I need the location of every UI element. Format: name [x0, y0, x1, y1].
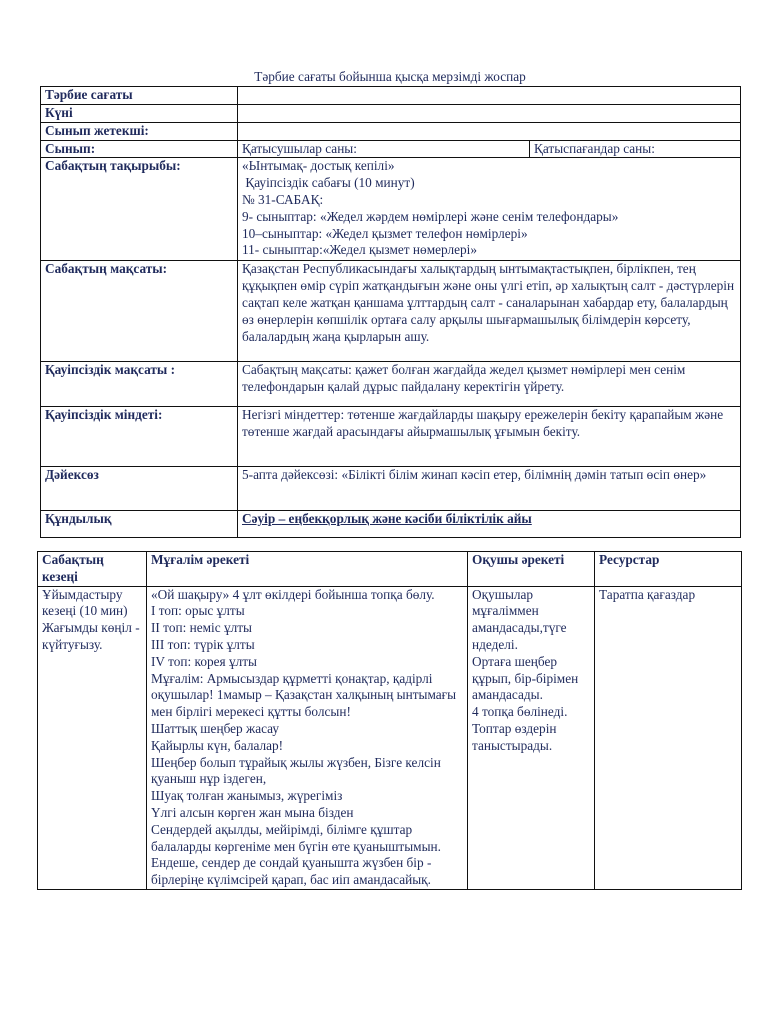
student-cell [468, 586, 595, 889]
teacher-line: ІІ топ: неміс ұлты [151, 620, 252, 636]
stage-cell: Ұйымдастыру кезеңі (10 мин) Жағымды көңіл - күйтуғызу. [38, 586, 147, 889]
safety-task-label: Қауіпсіздік міндеті: [41, 407, 238, 467]
student-line: Ортаға шеңбер құрып, бір-бірімен амандасады. [472, 653, 579, 703]
absent-count: Қатыспағандар саны: [530, 140, 741, 158]
activity-row [38, 586, 742, 889]
header-student: Оқушы әрекеті [468, 552, 595, 587]
safety-task-value: Негізгі міндеттер: төтенше жағдайларды шақыру ережелерін бекіту қарапайым және төтенше жағдай арасындағы айырмашылық ұғымын бекіту. [238, 407, 741, 467]
tarbie-label: Тәрбие сағаты [41, 87, 238, 105]
plan-row-safety-goal [41, 362, 741, 407]
teacher-line: Қайырлы күн, балалар! [151, 737, 284, 753]
topic-line: 11- сыныптар:«Жедел қызмет нөмерлері» [242, 242, 478, 258]
jetekshi-value [238, 122, 741, 140]
plan-row-safety-task [41, 407, 741, 467]
topic-line: 9- сыныптар: «Жедел жәрдем нөмірлері және сенім телефондары» [242, 208, 619, 224]
plan-row-goal [41, 261, 741, 362]
quote-value: 5-апта дәйексөзі: «Білікті білім жинап кәсіп етер, білімнің дәмін татып өсіп өнер» [238, 467, 741, 511]
teacher-line: «Ой шақыру» 4 ұлт өкілдері бойынша топқа бөлу. [151, 586, 435, 602]
synyp-label: Сынып: [41, 140, 238, 158]
lesson-plan-table [40, 86, 741, 538]
student-line: 4 топқа бөлінеді. Топтар өздерін таныстырады. [472, 704, 568, 753]
plan-row-topic [41, 158, 741, 261]
value-text-underlined: Сәуір – еңбекқорлық және кәсіби біліктілік айы [242, 511, 532, 527]
participants-count: Қатысушылар саны: [238, 140, 530, 158]
teacher-line: І топ: орыс ұлты [151, 603, 245, 619]
plan-row-quote [41, 467, 741, 511]
plan-row-tarbie [41, 87, 741, 105]
teacher-line: Сендердей ақылды, мейірімді, білімге құштар балаларды көргеніме мен бүгін өте қуаныштымын. Ендеше, сендер де сондай қуанышта жүзбен бір - бірлеріңе күлімсірей қарап, бас иіп амандасайық. [151, 821, 441, 888]
activity-table [37, 551, 742, 890]
topic-line: Қауіпсіздік сабағы (10 минут) [242, 175, 415, 191]
teacher-line: Мұғалім: Армысыздар құрметті қонақтар, қадірлі оқушылар! 1мамыр – Қазақстан халқының ынтымағы мен бірлігі мерекесі құтты болсын! [151, 670, 457, 720]
plan-row-kuni [41, 105, 741, 123]
student-line: Оқушылар мұғаліммен амандасады,түге ндеделі. [472, 586, 567, 652]
plan-row-jetekshi [41, 122, 741, 140]
teacher-line: Шуақ толған жанымыз, жүрегіміз [151, 788, 343, 804]
safety-goal-label: Қауіпсіздік мақсаты : [41, 362, 238, 407]
quote-label: Дәйексөз [41, 467, 238, 511]
document-title: Тәрбие сағаты бойынша қысқа мерзімді жоспар [254, 69, 526, 84]
teacher-line: Шеңбер болып тұрайық жылы жүзбен, Бізге келсін қуаныш нұр іздеген, [151, 754, 441, 787]
plan-row-value [41, 511, 741, 538]
activity-header-row [38, 552, 742, 587]
topic-value [238, 158, 741, 261]
jetekshi-label: Сынып жетекші: [41, 122, 238, 140]
value-label: Құндылық [41, 511, 238, 538]
resource-cell: Таратпа қағаздар [595, 586, 742, 889]
kuni-value [238, 105, 741, 123]
topic-label: Сабақтың тақырыбы: [41, 158, 238, 261]
goal-label: Сабақтың мақсаты: [41, 261, 238, 362]
teacher-line: Үлгі алсын көрген жан мына бізден [151, 804, 354, 820]
kuni-label: Күні [41, 105, 238, 123]
header-teacher: Мұғалім әрекеті [147, 552, 468, 587]
goal-value: Қазақстан Республикасындағы халықтардың ынтымақтастықпен, бірлікпен, тең құқықпен өмір сүріп жатқандығын және оны үлгі етіп, әр халықтың салт - дәстүрлерін сақтап келе жатқан қаншама ұлттардың салт - саналарынан хабардар ету, балалардың өз өнерлерін көпшілік ортаға салу арқылы шығармашылық білімдерін көрсету, балалардың жаңа қырларын ашу. [238, 261, 741, 362]
value-text [238, 511, 741, 538]
plan-row-synyp [41, 140, 741, 158]
tarbie-value [238, 87, 741, 105]
teacher-line: ІV топ: корея ұлты [151, 653, 257, 669]
teacher-cell [147, 586, 468, 889]
topic-line: № 31-САБАҚ: [242, 191, 324, 207]
safety-goal-value: Сабақтың мақсаты: қажет болған жағдайда жедел қызмет нөмірлері мен сенім телефондарын қалай дұрыс пайдалану керектігін үйрету. [238, 362, 741, 407]
header-resource: Ресурстар [595, 552, 742, 587]
header-stage: Сабақтың кезеңі [38, 552, 147, 587]
topic-line: 10–сыныптар: «Жедел қызмет телефон нөмірлері» [242, 225, 528, 241]
topic-line: «Ынтымақ- достық кепілі» [242, 158, 395, 174]
teacher-line: Шаттық шеңбер жасау [151, 720, 280, 736]
teacher-line: ІІІ топ: түрік ұлты [151, 636, 255, 652]
